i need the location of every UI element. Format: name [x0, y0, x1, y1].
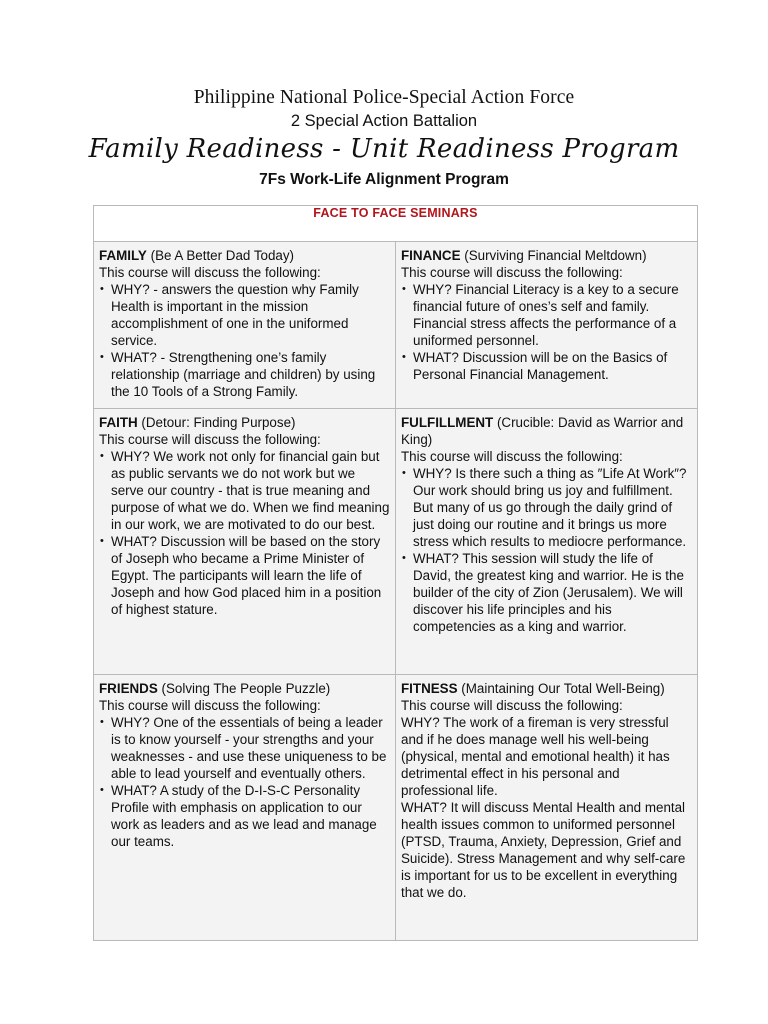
course-point: • WHY? Financial Literacy is a key to a secure financial future of ones’s self and family. Financial stress affects the performance of a uniformed personnel.: [401, 281, 692, 349]
course-topic: (Solving The People Puzzle): [161, 681, 331, 696]
course-intro: This course will discuss the following:: [99, 698, 321, 713]
course-point: • WHAT? A study of the D-I-S-C Personality Profile with emphasis on application to our work as leaders and as we lead and manage our teams.: [99, 782, 390, 850]
course-point: • WHY? We work not only for financial gain but as public servants we do not work but we serve our country - that is true meaning and purpose of what we do. When we find meaning in our work, we are motivated to do our best.: [99, 448, 390, 533]
course-intro: This course will discuss the following:: [401, 449, 623, 464]
course-name: FINANCE: [401, 248, 461, 263]
course-name: FITNESS: [401, 681, 458, 696]
course-name: FRIENDS: [99, 681, 158, 696]
course-paragraph: WHAT? It will discuss Mental Health and mental health issues common to uniformed personnel (PTSD, Trauma, Anxiety, Depression, Grief and Suicide). Stress Management and why self-care is important for us to be excellent in everything that we do.: [401, 800, 686, 900]
course-family: [94, 242, 396, 409]
course-intro: This course will discuss the following:: [401, 698, 623, 713]
course-name: FAITH: [99, 415, 138, 430]
seminars-table: [93, 205, 698, 941]
seminars-banner: FACE TO FACE SEMINARS: [94, 206, 698, 242]
course-topic: (Be A Better Dad Today): [150, 248, 295, 263]
course-points: [99, 281, 390, 400]
course-fitness: [396, 675, 698, 941]
course-intro: This course will discuss the following:: [99, 265, 321, 280]
course-topic: (Surviving Financial Meltdown): [464, 248, 647, 263]
course-fulfillment: [396, 409, 698, 675]
course-point: • WHAT? Discussion will be based on the story of Joseph who became a Prime Minister of Egypt. The participants will learn the life of Joseph and how God placed him in a position of highest stature.: [99, 533, 390, 618]
course-topic: (Detour: Finding Purpose): [141, 415, 296, 430]
course-topic: (Crucible: David as Warrior and King): [401, 415, 684, 447]
course-finance: [396, 242, 698, 409]
course-point: • WHY? - answers the question why Family Health is important in the mission accomplishment of one in the uniformed service.: [99, 281, 390, 349]
course-points: [401, 465, 692, 635]
course-intro: This course will discuss the following:: [99, 432, 321, 447]
course-faith: [94, 409, 396, 675]
course-name: FAMILY: [99, 248, 147, 263]
program-title: Family Readiness - Unit Readiness Program: [88, 134, 680, 164]
course-name: FULFILLMENT: [401, 415, 494, 430]
course-point: • WHAT? Discussion will be on the Basics of Personal Financial Management.: [401, 349, 692, 383]
program-subtitle: 7Fs Work-Life Alignment Program: [259, 171, 509, 188]
course-point: • WHAT? - Strengthening one’s family relationship (marriage and children) by using the 10 Tools of a Strong Family.: [99, 349, 390, 400]
course-friends: [94, 675, 396, 941]
document-header: [0, 86, 768, 190]
course-topic: (Maintaining Our Total Well-Being): [461, 681, 665, 696]
course-points: [99, 714, 390, 850]
course-points: [401, 281, 692, 383]
course-point: • WHY? Is there such a thing as ″Life At Work″? Our work should bring us joy and fulfillment. But many of us go through the daily grind of just doing our routine and it brings us more stress which results to mediocre performance.: [401, 465, 692, 550]
course-points: [99, 448, 390, 618]
course-paragraph: WHY? The work of a fireman is very stressful and if he does manage well his well-being (physical, mental and emotional health) it has detrimental effect in his personal and professional life.: [401, 715, 670, 798]
course-intro: This course will discuss the following:: [401, 265, 623, 280]
organization-name: Philippine National Police-Special Action Force: [193, 87, 575, 108]
course-point: • WHAT? This session will study the life of David, the greatest king and warrior. He is the builder of the city of Zion (Jerusalem). We will discover his life principles and his competencies as a king and warrior.: [401, 550, 692, 635]
course-point: • WHY? One of the essentials of being a leader is to know yourself - your strengths and your weaknesses - and use these uniqueness to be able to lead yourself and eventually others.: [99, 714, 390, 782]
unit-name: 2 Special Action Battalion: [290, 112, 478, 130]
